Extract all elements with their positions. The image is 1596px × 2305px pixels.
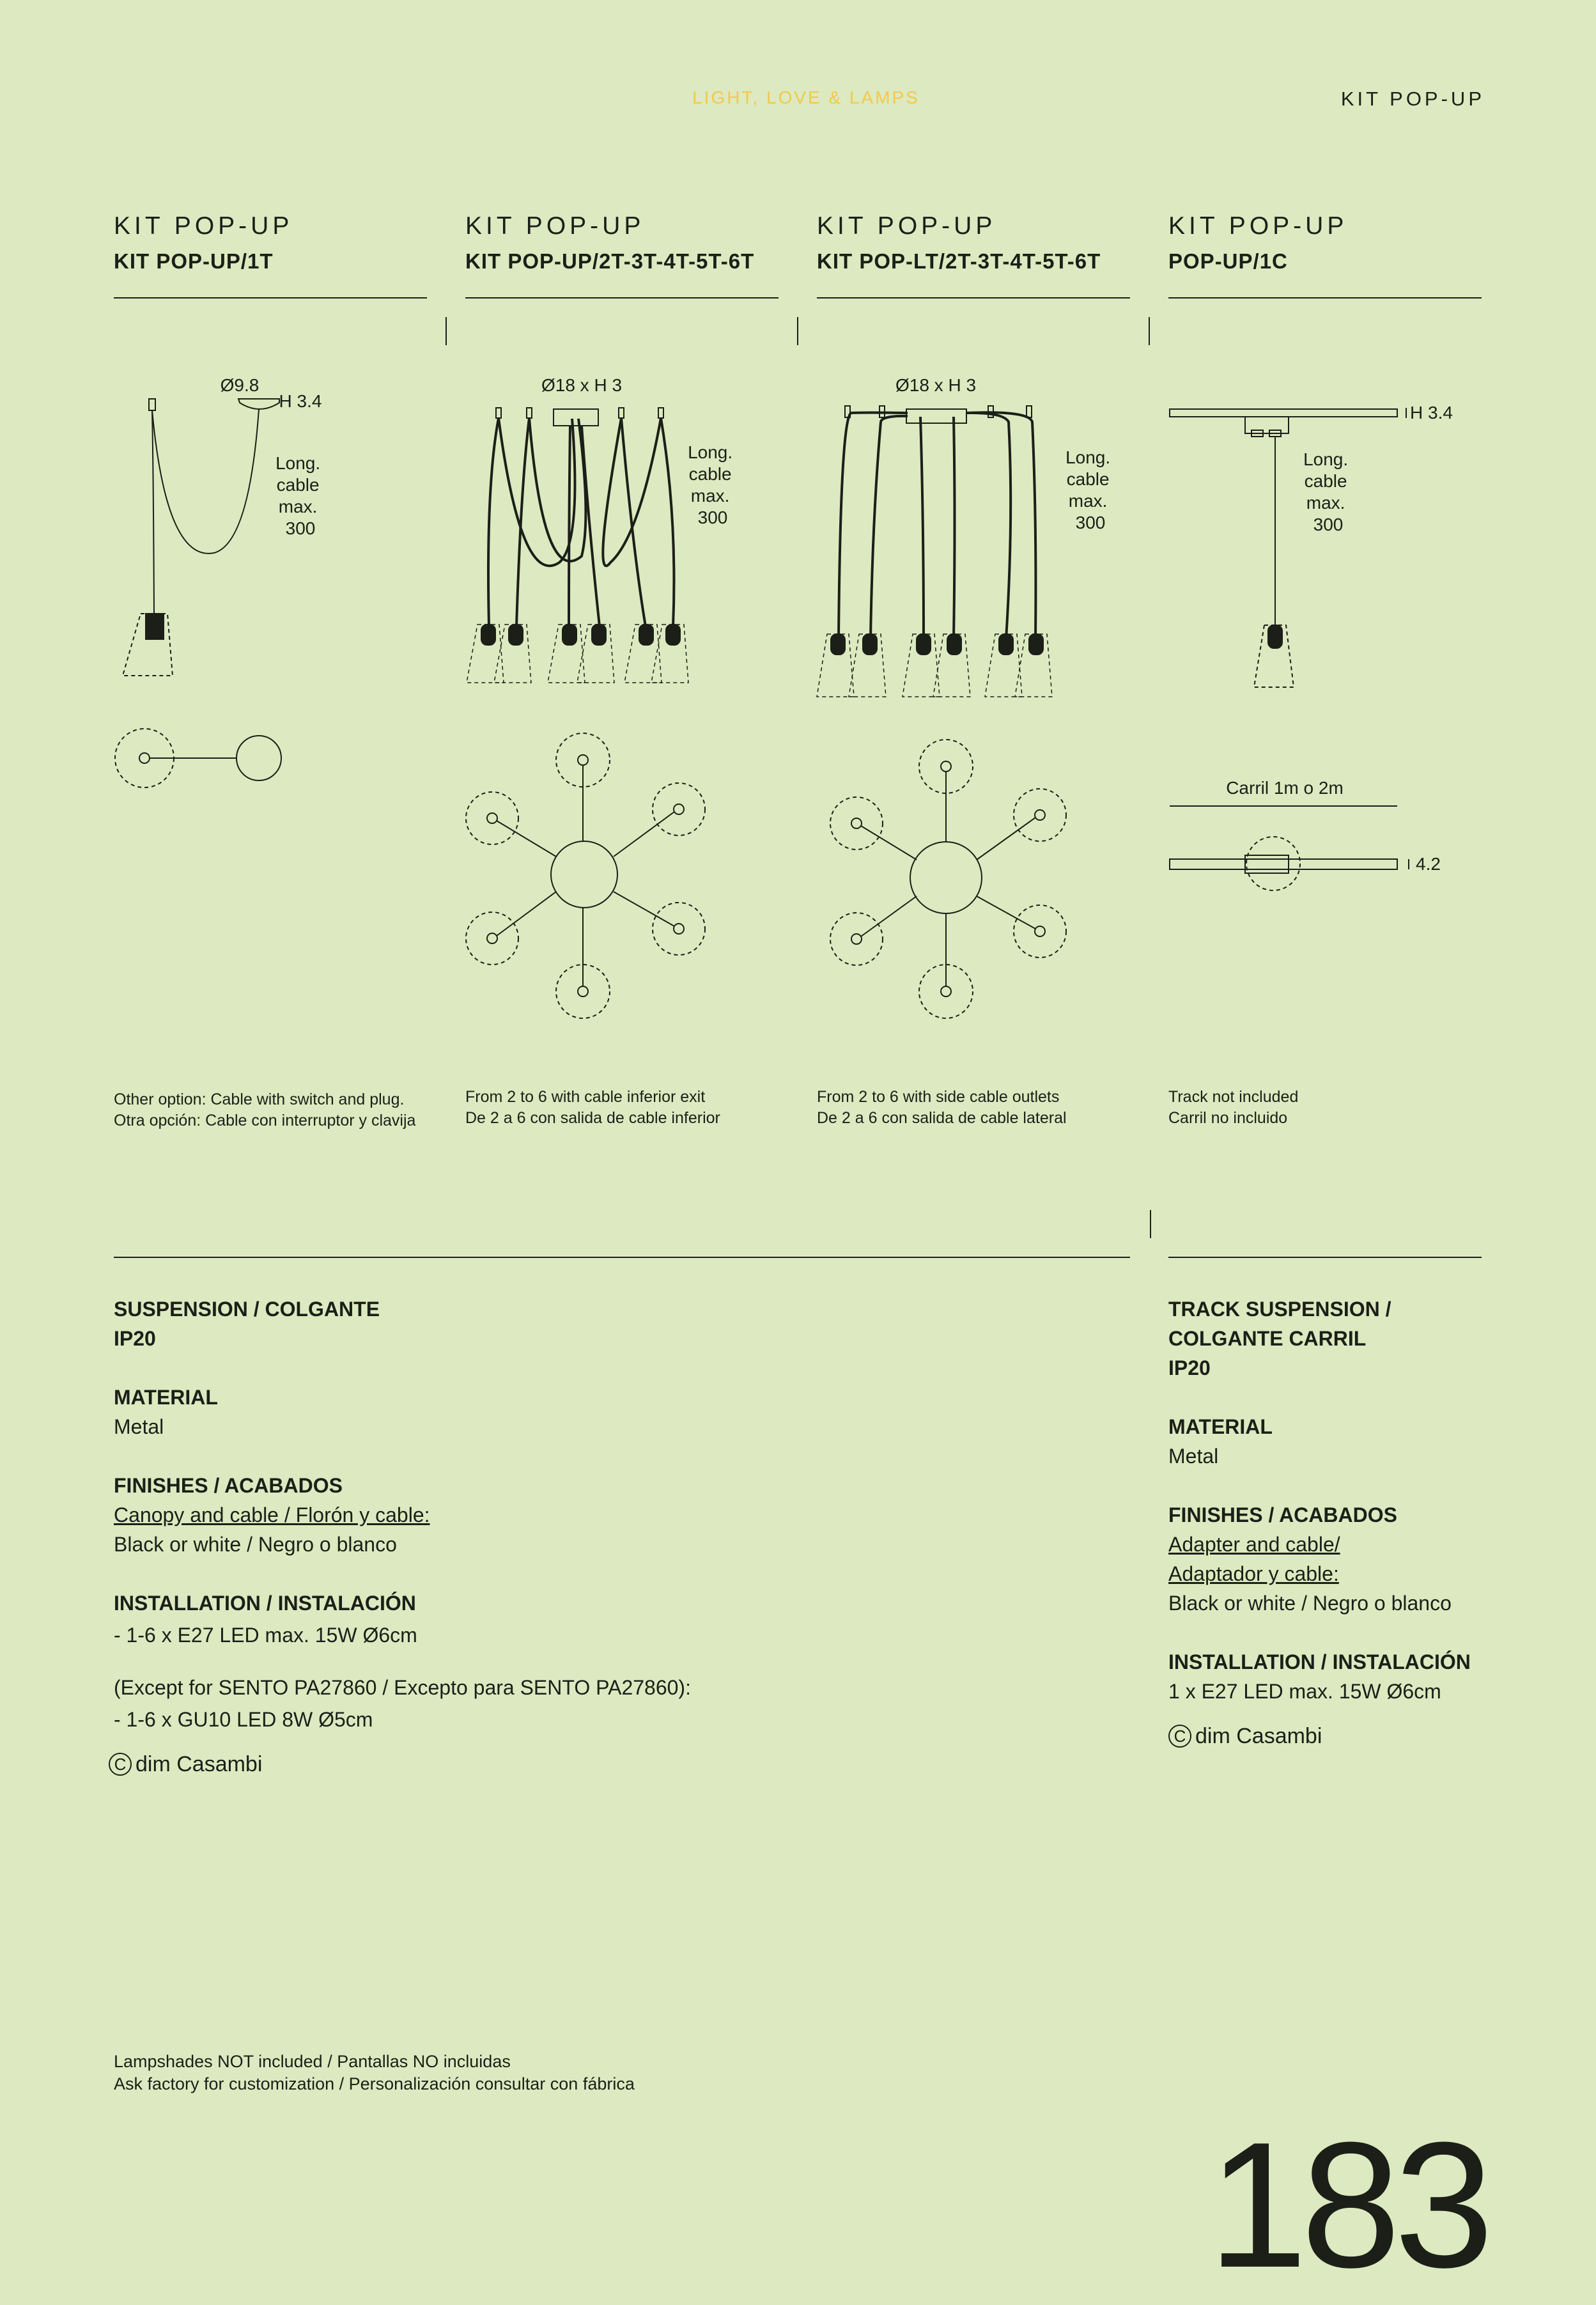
brand-tagline: LIGHT, LOVE & LAMPS xyxy=(692,88,920,107)
canopy-size-label: Ø18 x H 3 xyxy=(895,375,977,395)
column-2-rule xyxy=(465,297,779,299)
installation-value-gu10: - 1-6 x GU10 LED 8W Ø5cm xyxy=(114,1708,373,1731)
cable-length-label: Long. cable max. 300 xyxy=(275,453,321,538)
canopy-height-label: H 3.4 xyxy=(279,391,322,411)
column-2-heading xyxy=(465,212,779,274)
column-4-note: Track not included Carril no incluido xyxy=(1168,1088,1299,1127)
column-subtitle: KIT POP-UP/1T xyxy=(114,249,274,273)
spec-ip-rating: IP20 xyxy=(1168,1356,1211,1379)
material-heading: MATERIAL xyxy=(114,1386,218,1409)
finishes-value: Black or white / Negro o blanco xyxy=(1168,1592,1452,1615)
installation-heading: INSTALLATION / INSTALACIÓN xyxy=(114,1592,416,1615)
cable-length-label: Long. cable max. 300 xyxy=(688,442,733,527)
column-4-rule xyxy=(1168,297,1482,299)
track-height-label: H 3.4 xyxy=(1410,403,1453,423)
column-subtitle: POP-UP/1C xyxy=(1168,249,1288,273)
canopy-diameter-label: Ø9.8 xyxy=(220,375,260,395)
track-length-label: Carril 1m o 2m xyxy=(1226,778,1344,798)
column-divider-tick xyxy=(797,317,798,345)
column-1-rule xyxy=(114,297,427,299)
column-title: KIT POP-UP xyxy=(465,212,645,240)
copyright-c-icon: C xyxy=(1168,1725,1191,1748)
installation-value: - 1-6 x E27 LED max. 15W Ø6cm xyxy=(114,1624,417,1647)
spec-type: TRACK SUSPENSION / xyxy=(1168,1298,1391,1321)
spec-right-rule xyxy=(1168,1257,1482,1258)
cable-length-label: Long. cable max. 300 xyxy=(1303,449,1349,534)
column-title: KIT POP-UP xyxy=(817,212,996,240)
header-product-name: KIT POP-UP xyxy=(1340,88,1485,110)
material-value: Metal xyxy=(114,1415,164,1438)
spec-left-rule xyxy=(114,1257,1130,1258)
finishes-subheading-es: Adaptador y cable: xyxy=(1168,1562,1339,1585)
pendant-multi-lateral-drawing xyxy=(812,358,1131,1048)
column-1-note: Other option: Cable with switch and plug. Otra opción: Cable con interruptor y clavija xyxy=(114,1090,416,1129)
cable-length-label: Long. cable max. 300 xyxy=(1065,447,1111,532)
finishes-heading: FINISHES / ACABADOS xyxy=(1168,1503,1397,1526)
column-divider-tick xyxy=(1149,317,1150,345)
casambi-badge: C dim Casambi xyxy=(109,1750,691,1779)
spec-divider-tick xyxy=(1150,1210,1151,1238)
finishes-subheading: Canopy and cable / Florón y cable: xyxy=(114,1503,430,1526)
column-3-heading xyxy=(817,212,1130,274)
installation-heading: INSTALLATION / INSTALACIÓN xyxy=(1168,1650,1471,1673)
canopy-size-label: Ø18 x H 3 xyxy=(541,375,623,395)
finishes-heading: FINISHES / ACABADOS xyxy=(114,1474,343,1497)
column-3-rule xyxy=(817,297,1130,299)
spec-type: SUSPENSION / COLGANTE xyxy=(114,1298,380,1321)
column-subtitle: KIT POP-UP/2T-3T-4T-5T-6T xyxy=(465,249,755,273)
installation-value: 1 x E27 LED max. 15W Ø6cm xyxy=(1168,1680,1441,1703)
column-title: KIT POP-UP xyxy=(1168,212,1348,240)
finishes-value: Black or white / Negro o blanco xyxy=(114,1533,397,1556)
column-3-note: From 2 to 6 with side cable outlets De 2 a 6 con salida de cable lateral xyxy=(817,1088,1067,1127)
track-suspension-drawing xyxy=(1163,358,1483,1048)
casambi-badge: C dim Casambi xyxy=(1168,1721,1471,1751)
column-divider-tick xyxy=(445,317,447,345)
installation-exception: (Except for SENTO PA27860 / Excepto para SENTO PA27860): xyxy=(114,1676,691,1699)
footer-notes: Lampshades NOT included / Pantallas NO incluidas Ask factory for customization / Personalización consultar con fábrica xyxy=(114,2052,635,2093)
material-heading: MATERIAL xyxy=(1168,1415,1273,1438)
column-title: KIT POP-UP xyxy=(114,212,293,240)
material-value: Metal xyxy=(1168,1445,1219,1468)
spec-left xyxy=(114,1294,691,1779)
pendant-multi-inferior-drawing xyxy=(460,358,780,1048)
spec-right xyxy=(1168,1294,1471,1751)
spec-type-line2: COLGANTE CARRIL xyxy=(1168,1327,1367,1350)
column-4-heading xyxy=(1168,212,1482,274)
column-2-note: From 2 to 6 with cable inferior exit De 2 a 6 con salida de cable inferior xyxy=(465,1088,720,1127)
finishes-subheading: Adapter and cable/ xyxy=(1168,1533,1340,1556)
column-subtitle: KIT POP-LT/2T-3T-4T-5T-6T xyxy=(817,249,1101,273)
page-number: 183 xyxy=(1207,2106,1487,2305)
spec-ip-rating: IP20 xyxy=(114,1327,156,1350)
track-profile-height-label: 4.2 xyxy=(1416,854,1441,874)
column-1-heading xyxy=(114,212,427,274)
pendant-1t-drawing xyxy=(109,358,377,1048)
copyright-c-icon: C xyxy=(109,1753,132,1776)
